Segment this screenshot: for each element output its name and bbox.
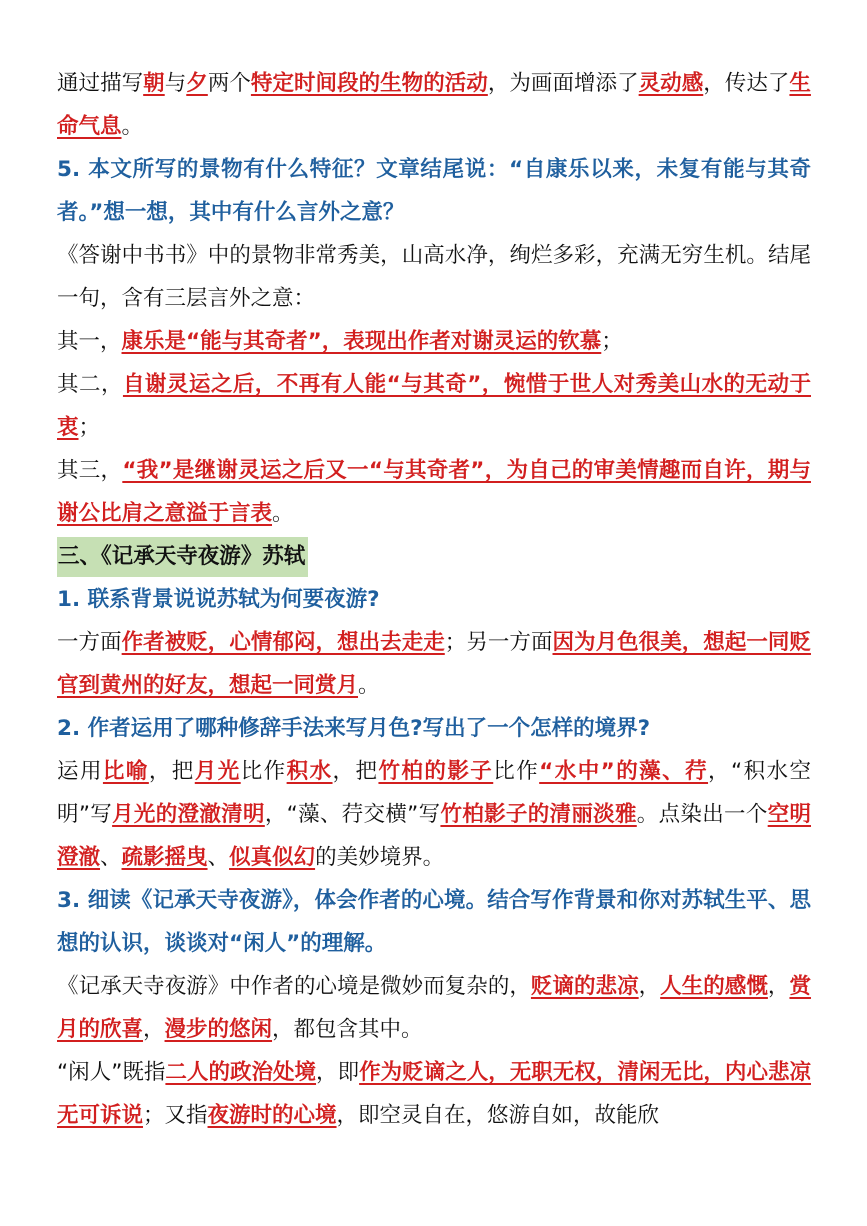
highlighted-answer-text: 贬谪的悲凉 [530,974,639,999]
text-run: 的美妙境界。 [315,845,445,870]
text-run: ， [638,974,661,999]
highlighted-answer-text: 朝 [143,71,165,96]
text-run: ，传达了 [703,71,790,96]
highlighted-answer-text: 疏影摇曳 [121,845,208,870]
text-run: ；另一方面 [444,630,553,655]
question-paragraph [57,707,811,750]
answer-paragraph [57,234,811,320]
highlighted-answer-text: 空明澄澈 [57,802,811,870]
text-run: 通过描写 [57,71,144,96]
highlighted-answer-text: 竹柏的影子 [378,759,494,784]
highlighted-answer-text: 二人的政治处境 [165,1060,317,1085]
highlighted-answer-text: 因为月色很美，想起一同贬官到黄州的好友，想起一同赏月 [57,630,811,698]
highlighted-answer-text: 灵动感 [638,71,704,96]
text-run: 。 [121,114,144,139]
text-run: ； [601,329,623,354]
highlighted-answer-text: 夕 [186,71,208,96]
highlighted-answer-text: 竹柏影子的清丽淡雅 [440,802,637,827]
text-run: 5. 本文所写的景物有什么特征？文章结尾说：“自康乐以来，未复有能与其奇者。”想一想，其中有什么言外之意？ [57,157,811,225]
text-run: ；又指 [143,1103,208,1128]
highlighted-answer-text: 积水 [286,759,333,784]
question-paragraph [57,879,811,965]
text-run: ，即 [316,1060,360,1085]
highlighted-answer-text: 作者被贬，心情郁闷，想出去走走 [121,630,445,655]
answer-paragraph [57,62,811,148]
answer-paragraph [57,1051,811,1137]
text-run: 2. 作者运用了哪种修辞手法来写月色?写出了一个怎样的境界? [57,716,651,741]
text-run: ，“积水空明”写 [57,759,811,827]
highlighted-answer-text: 自谢灵运之后，不再有人能“与其奇”，惋惜于世人对秀美山水的无动于衷 [57,372,811,440]
highlighted-answer-text: “我”是继谢灵运之后又一“与其奇者”，为自己的审美情趣而自许，期与谢公比肩之意溢于言表 [57,458,811,526]
highlighted-answer-text: 漫步的悠闲 [164,1017,273,1042]
text-run: 其二， [57,372,123,397]
answer-paragraph [57,750,811,879]
text-run: 1. 联系背景说说苏轼为何要夜游? [57,587,380,612]
text-run: ，“藻、荇交横”写 [264,802,441,827]
question-paragraph [57,578,811,621]
text-run: 3. 细读《记承天寺夜游》，体会作者的心境。结合写作背景和你对苏轼生平、思想的认识，谈谈对“闲人”的理解。 [57,888,811,956]
text-run: 《答谢中书书》中的景物非常秀美，山高水净，绚烂多彩，充满无穷生机。结尾一句，含有三层言外之意： [57,243,811,311]
text-run: ， [143,1017,165,1042]
text-run: 运用 [57,759,103,784]
text-run: ，即空灵自在，悠游自如，故能欣 [336,1103,660,1128]
text-run: “闲人”既指 [57,1060,166,1085]
text-run: ， [767,974,790,999]
highlighted-answer-text: 特定时间段的生物的活动 [250,71,488,96]
text-run: 、 [100,845,122,870]
text-run: 一方面 [57,630,122,655]
section-heading-row [57,535,811,578]
answer-paragraph [57,449,811,535]
answer-paragraph [57,320,811,363]
text-run: 、 [207,845,230,870]
highlighted-answer-text: 月光 [194,759,241,784]
section-heading [57,537,308,577]
text-run: ，把 [332,759,379,784]
question-paragraph [57,148,811,234]
highlighted-answer-text: 夜游时的心境 [207,1103,337,1128]
text-run: ，把 [148,759,195,784]
text-run: 三、《记承天寺夜游》苏轼 [58,544,306,569]
text-run: 其三， [57,458,123,483]
answer-paragraph [57,965,811,1051]
highlighted-answer-text: 赏月的欣喜 [57,974,811,1042]
highlighted-answer-text: 月光的澄澈清明 [112,802,265,827]
text-run: ； [78,415,101,440]
text-run: 其一， [57,329,122,354]
text-run: 。 [358,673,380,698]
text-run: 比作 [240,759,287,784]
answer-paragraph [57,363,811,449]
highlighted-answer-text: 生命气息 [57,71,811,139]
text-run: ，都包含其中。 [272,1017,423,1042]
text-run: 《记承天寺夜游》中作者的心境是微妙而复杂的， [57,974,531,999]
highlighted-answer-text: 似真似幻 [229,845,316,870]
text-run: 与 [164,71,187,96]
highlighted-answer-text: 人生的感慨 [660,974,768,999]
text-run: 。 [272,501,294,526]
answer-paragraph [57,621,811,707]
text-run: 比作 [493,759,540,784]
highlighted-answer-text: 康乐是“能与其奇者”，表现出作者对谢灵运的钦慕 [121,329,602,354]
text-run: 两个 [207,71,251,96]
text-run: 。点染出一个 [636,802,768,827]
highlighted-answer-text: “水中”的藻、荇 [539,759,709,784]
text-run: ，为画面增添了 [487,71,639,96]
highlighted-answer-text: 比喻 [102,759,149,784]
highlighted-answer-text: 作为贬谪之人，无职无权，清闲无比，内心悲凉无可诉说 [57,1060,811,1128]
